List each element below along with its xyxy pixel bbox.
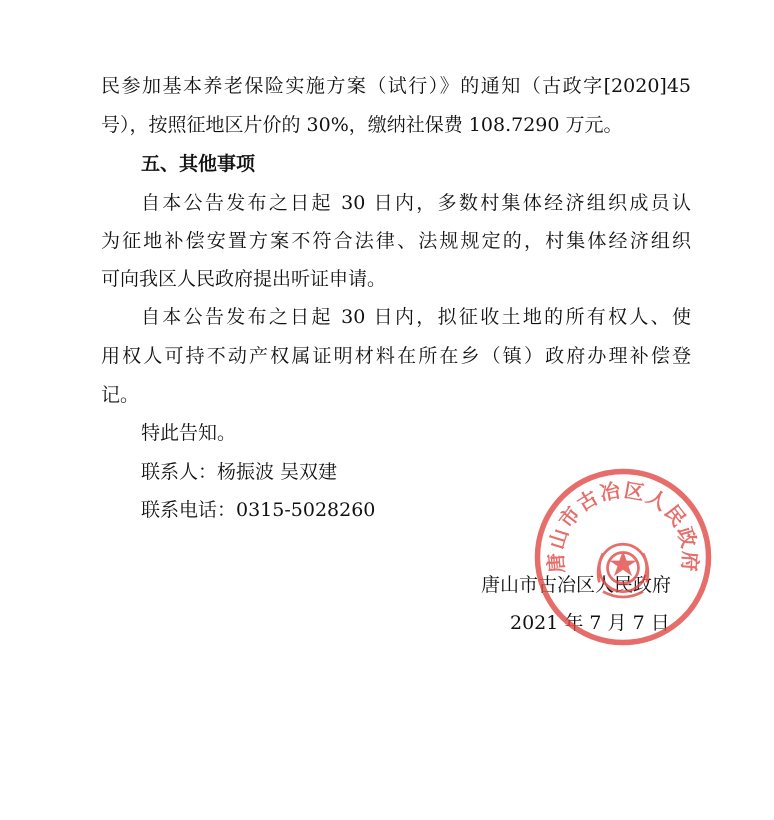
- paragraph-3-line-2: 用权人可持不动产权属证明材料在所在乡（镇）政府办理补偿登: [101, 345, 691, 367]
- signature-date: 2021 年 7 月 7 日: [510, 612, 670, 634]
- section-heading: 五、其他事项: [141, 153, 256, 175]
- paragraph-2-line-2: 为征地补偿安置方案不符合法律、法规规定的，村集体经济组织: [101, 230, 691, 252]
- paragraph-3-line-1: 自本公告发布之日起 30 日内，拟征收土地的所有权人、使: [141, 306, 691, 328]
- contact-person: 联系人：杨振波 吴双建: [141, 461, 338, 483]
- paragraph-1-line-2: 号），按照征地区片价的 30%，缴纳社保费 108.7290 万元。: [101, 114, 623, 136]
- paragraph-1-line-1: 民参加基本养老保险实施方案（试行）》的通知（古政字[2020]45: [101, 75, 691, 97]
- paragraph-2-line-1: 自本公告发布之日起 30 日内，多数村集体经济组织成员认: [141, 192, 691, 214]
- contact-phone: 联系电话：0315-5028260: [141, 499, 376, 521]
- svg-text:唐山市古冶区人民政府: 唐山市古冶区人民政府: [543, 477, 703, 575]
- paragraph-3-line-3: 记。: [101, 384, 140, 406]
- signature-issuer: 唐山市古冶区人民政府: [481, 574, 672, 596]
- paragraph-2-line-3: 可向我区人民政府提出听证申请。: [101, 268, 387, 290]
- official-seal: [532, 466, 714, 648]
- national-emblem-icon: [598, 544, 648, 597]
- notice-text: 特此告知。: [141, 422, 237, 444]
